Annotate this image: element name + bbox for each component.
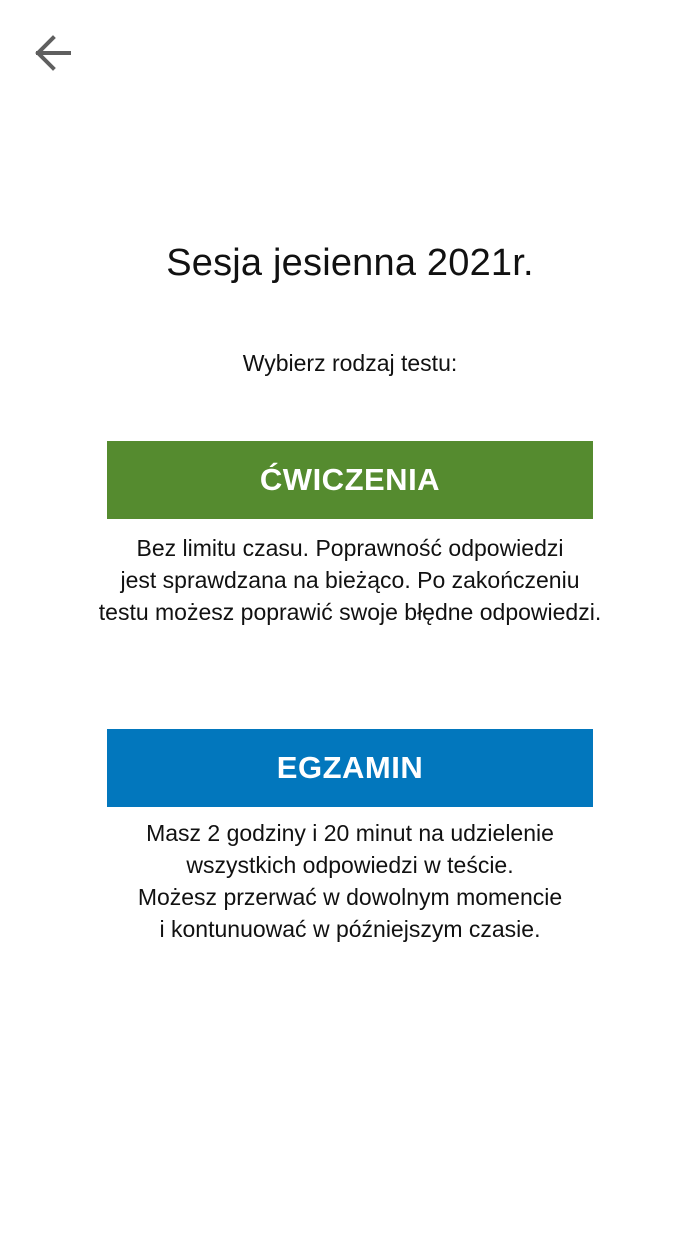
- exam-button[interactable]: EGZAMIN: [107, 729, 593, 807]
- description-line: Masz 2 godziny i 20 minut na udzielenie: [146, 820, 554, 846]
- description-line: testu możesz poprawić swoje błędne odpowiedzi.: [98, 599, 602, 625]
- description-line: Możesz przerwać w dowolnym momencie: [137, 884, 563, 910]
- subtitle: Wybierz rodzaj testu:: [242, 350, 458, 376]
- description-line: i kontunuować w późniejszym czasie.: [159, 916, 541, 942]
- back-button[interactable]: [30, 30, 76, 76]
- arrow-left-icon: [33, 33, 73, 73]
- description-line: jest sprawdzana na bieżąco. Po zakończeniu: [120, 567, 580, 593]
- exercises-description: [40, 532, 660, 628]
- exam-description: [40, 817, 660, 945]
- description-line: Bez limitu czasu. Poprawność odpowiedzi: [136, 535, 564, 561]
- description-line: wszystkich odpowiedzi w teście.: [186, 852, 514, 878]
- exercises-button[interactable]: ĆWICZENIA: [107, 441, 593, 519]
- page-title: Sesja jesienna 2021r.: [166, 242, 534, 284]
